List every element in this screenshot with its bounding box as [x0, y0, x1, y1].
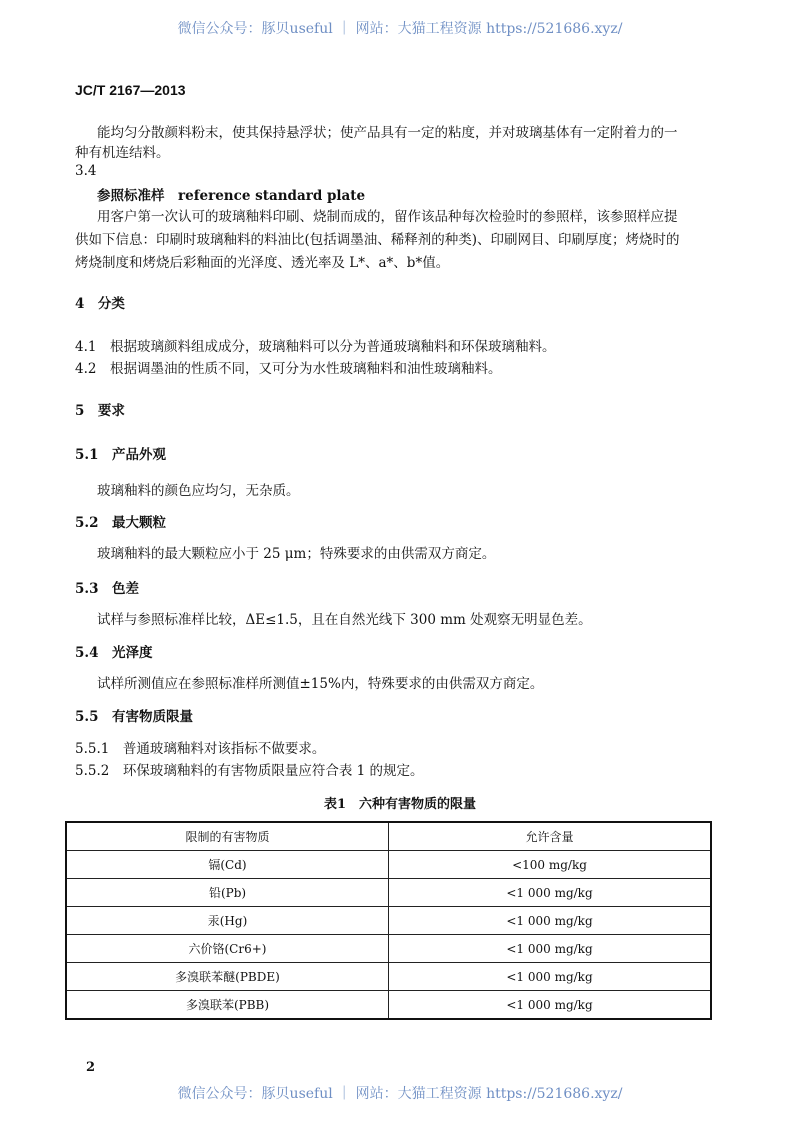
clause: 4.1 根据玻璃颜料组成成分，玻璃釉料可以分为普通玻璃釉料和环保玻璃釉料。	[75, 339, 556, 355]
term-heading: 参照标准样 reference standard plate	[97, 188, 366, 204]
paragraph-line: 试样与参照标准样比较，ΔE≤1.5，且在自然光线下 300 mm 处观察无明显色差。	[97, 612, 592, 628]
table-row	[66, 907, 711, 935]
table-row	[66, 879, 711, 907]
table-cell: 汞(Hg)	[66, 907, 389, 935]
paragraph-line: 玻璃釉料的颜色应均匀，无杂质。	[97, 483, 300, 499]
table-row	[66, 963, 711, 991]
clause: 4.2 根据调墨油的性质不同，又可分为水性玻璃釉料和油性玻璃釉料。	[75, 361, 502, 377]
table-header-row	[66, 822, 711, 851]
subsection-heading: 5.5 有害物质限量	[75, 709, 193, 725]
standard-number: JC/T 2167—2013	[75, 82, 186, 98]
table-cell: <1 000 mg/kg	[389, 907, 712, 935]
section-heading: 4 分类	[75, 296, 125, 312]
column-header: 限制的有害物质	[66, 822, 389, 851]
table-cell: <1 000 mg/kg	[389, 991, 712, 1020]
table-row	[66, 851, 711, 879]
section-number: 3.4	[75, 163, 97, 179]
table-cell: 铅(Pb)	[66, 879, 389, 907]
subsection-heading: 5.4 光泽度	[75, 645, 153, 661]
paragraph-line: 能均匀分散颜料粉末，使其保持悬浮状；使产品具有一定的粘度，并对玻璃基体有一定附着力的一	[97, 125, 678, 141]
table-cell: 多溴联苯(PBB)	[66, 991, 389, 1020]
column-header: 允许含量	[389, 822, 712, 851]
table-cell: <1 000 mg/kg	[389, 935, 712, 963]
table-caption: 表1 六种有害物质的限量	[323, 797, 477, 812]
subsection-heading: 5.1 产品外观	[75, 447, 166, 463]
subsection-heading: 5.3 色差	[75, 581, 139, 597]
paragraph-line: 玻璃釉料的最大颗粒应小于 25 μm；特殊要求的由供需双方商定。	[97, 546, 496, 562]
paragraph-line: 试样所测值应在参照标准样所测值±15%内，特殊要求的由供需双方商定。	[97, 676, 544, 692]
clause: 5.5.1 普通玻璃釉料对该指标不做要求。	[75, 741, 326, 757]
hazardous-substances-table	[65, 821, 712, 1020]
table-cell: <100 mg/kg	[389, 851, 712, 879]
paragraph-line: 用客户第一次认可的玻璃釉料印刷、烧制而成的，留作该品种每次检验时的参照样，该参照样应提	[97, 209, 678, 225]
subsection-heading: 5.2 最大颗粒	[75, 515, 166, 531]
table-cell: <1 000 mg/kg	[389, 963, 712, 991]
paragraph-line: 供如下信息：印刷时玻璃釉料的料油比(包括调墨油、稀释剂的种类)、印刷网目、印刷厚度；烤烧时的	[75, 232, 680, 248]
section-heading: 5 要求	[75, 403, 125, 419]
table-cell: 六价铬(Cr6+)	[66, 935, 389, 963]
table-row	[66, 935, 711, 963]
table-row	[66, 991, 711, 1020]
table-cell: 镉(Cd)	[66, 851, 389, 879]
watermark-bottom: 微信公众号：豚贝useful ｜ 网站：大猫工程资源 https://521686.xyz/	[177, 1086, 623, 1102]
watermark-top: 微信公众号：豚贝useful ｜ 网站：大猫工程资源 https://521686.xyz/	[177, 21, 623, 37]
page-number: 2	[86, 1060, 96, 1075]
clause: 5.5.2 环保玻璃釉料的有害物质限量应符合表 1 的规定。	[75, 763, 424, 779]
table-cell: 多溴联苯醚(PBDE)	[66, 963, 389, 991]
paragraph-line: 烤烧制度和烤烧后彩釉面的光泽度、透光率及 L*、a*、b*值。	[75, 255, 450, 271]
table-cell: <1 000 mg/kg	[389, 879, 712, 907]
paragraph-line: 种有机连结料。	[75, 145, 170, 161]
